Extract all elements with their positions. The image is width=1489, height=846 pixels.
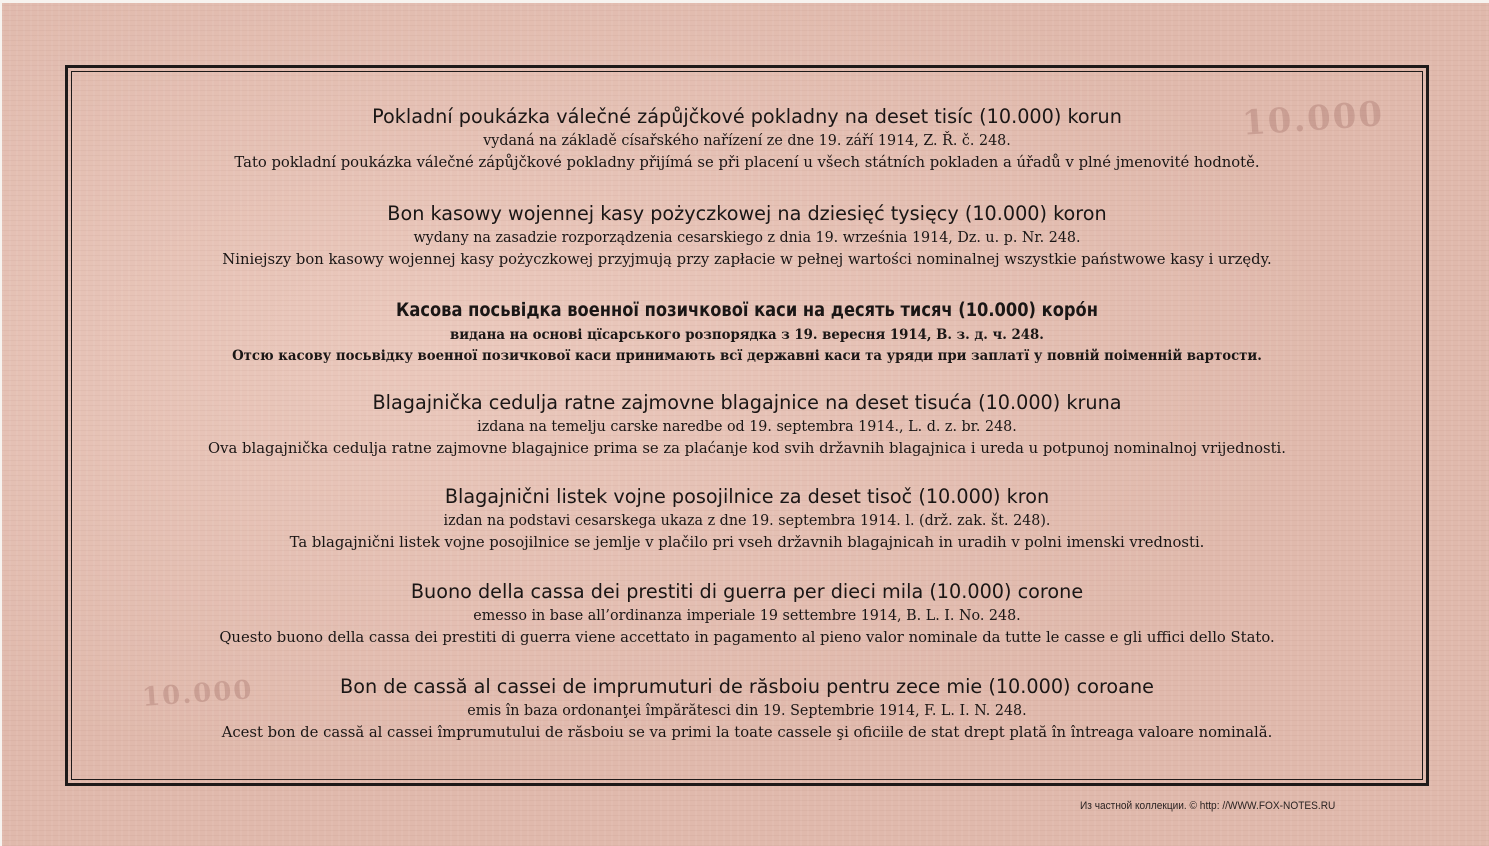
block-subtitle: izdana na temelju carske naredbe od 19. septembra 1914., L. d. z. br. 248. (477, 419, 1017, 435)
text-block-czech (82, 103, 1412, 173)
block-subtitle: wydany na zasadzie rozporządzenia cesarskiego z dnia 19. września 1914, Dz. u. p. Nr. 248. (413, 230, 1081, 246)
block-subtitle: vydaná na základě císařského nařízení ze dne 19. září 1914, Z. Ř. č. 248. (483, 133, 1011, 149)
block-title: Bon de cassă al cassei de imprumuturi de răsboiu pentru zece mie (10.000) coroane (340, 675, 1154, 698)
text-block-romanian (82, 673, 1412, 743)
block-title: Buono della cassa dei prestiti di guerra per dieci mila (10.000) corone (410, 580, 1084, 603)
block-subtitle: emesso in base all’ordinanza imperiale 19 settembre 1914, B. L. I. No. 248. (473, 608, 1021, 624)
block-title: Blagajnični listek vojne posojilnice za deset tisoč (10.000) kron (444, 485, 1050, 508)
block-body: Отсю касову посьвідку военної позичкової каси принимають всї державні каси та уряди при заплатї у повній поіменній вартости. (232, 348, 1262, 364)
text-block-croatian (82, 389, 1412, 459)
block-body: Ta blagajnični listek vojne posojilnice se jemlje v plačilo pri vseh državnih blagajnicah in uradih v polni imenski vrednosti. (289, 533, 1205, 551)
text-block-polish (82, 200, 1412, 270)
block-title: Bon kasowy wojennej kasy pożyczkowej na dziesięć tysięcy (10.000) koron (387, 202, 1107, 225)
block-body: Niniejszy bon kasowy wojennej kasy pożyczkowej przyjmują przy zapłacie w pełnej wartości nominalnej wszystkie państwowe kasy i urzędy. (222, 250, 1272, 268)
block-title: Pokladní poukázka válečné zápůjčkové pokladny na deset tisíc (10.000) korun (372, 105, 1122, 128)
text-block-italian (82, 578, 1412, 648)
block-body: Ova blagajnička cedulja ratne zajmovne blagajnice prima se za plaćanje kod svih državnih blagajnica i ureda u potpunoj nominalnoj vrijednosti. (208, 439, 1286, 457)
block-body: Tato pokladní poukázka válečné zápůjčkové pokladny přijímá se při placení u všech státních pokladen a úřadů v plné jmenovité hodnotě. (234, 153, 1260, 171)
collection-credit: Из частной коллекции. © http: //WWW.FOX-NOTES.RU (1080, 800, 1336, 812)
block-body: Acest bon de cassă al cassei împrumutului de răsboiu se va primi la toate cassele şi oficiile de stat drept plată în întreaga valoare nominală. (221, 723, 1273, 741)
text-block-ukrainian (82, 297, 1412, 367)
block-title: Blagajnička cedulja ratne zajmovne blagajnice na deset tisuća (10.000) kruna (372, 391, 1122, 414)
block-subtitle: emis în baza ordonanţei împărătesci din 19. Septembrie 1914, F. L. I. N. 248. (467, 703, 1027, 719)
block-title: Касова посьвідка военної позичкової каси на десять тисяч (10.000) корóн (396, 300, 1098, 321)
block-subtitle: видана на основі цїсарського розпорядка з 19. вересня 1914, В. з. д. ч. 248. (450, 327, 1044, 343)
faded-stamp: 10.000 (1240, 94, 1386, 144)
block-subtitle: izdan na podstavi cesarskega ukaza z dne 19. septembra 1914. l. (drž. zak. št. 248). (443, 513, 1051, 529)
faded-stamp-lower: 10.000 (141, 675, 255, 713)
block-body: Questo buono della cassa dei prestiti di guerra viene accettato in pagamento al pieno valor nominale da tutte le casse e gli uffici dello Stato. (219, 628, 1275, 646)
text-block-slovene (82, 483, 1412, 553)
